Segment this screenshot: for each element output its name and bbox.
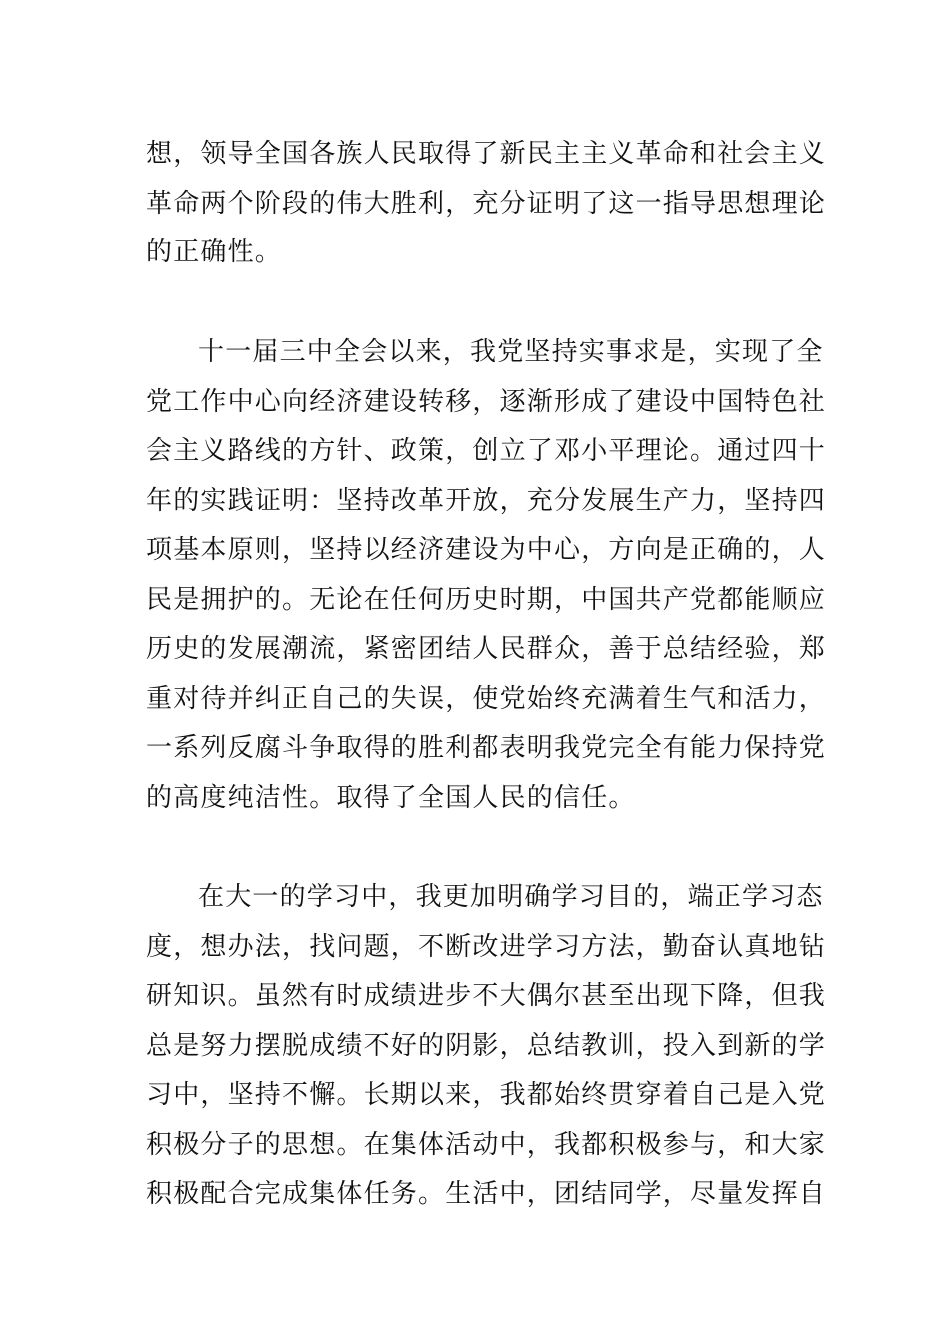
paragraph-1-line-1: 想，领导全国各族人民取得了新民主主义革命和社会主义 [146, 139, 827, 169]
paragraph-3-line-4: 总是努力摆脱成绩不好的阴影，总结教训，投入到新的学 [146, 1031, 827, 1061]
paragraph-1-line-2: 革命两个阶段的伟大胜利，充分证明了这一指导思想理论 [146, 189, 827, 219]
paragraph-1-line-3: 的正确性。 [146, 237, 283, 267]
paragraph-2-line-9: 一系列反腐斗争取得的胜利都表明我党完全有能力保持党 [146, 733, 827, 763]
paragraph-2-line-7: 历史的发展潮流，紧密团结人民群众，善于总结经验，郑 [146, 634, 827, 664]
paragraph-2-line-4: 年的实践证明：坚持改革开放，充分发展生产力，坚持四 [146, 486, 827, 516]
paragraph-3-line-6: 积极分子的思想。在集体活动中，我都积极参与，和大家 [146, 1130, 827, 1160]
paragraph-2-line-2: 党工作中心向经济建设转移，逐渐形成了建设中国特色社 [146, 387, 827, 417]
paragraph-2-line-1: 十一届三中全会以来，我党坚持实事求是，实现了全 [198, 337, 824, 367]
paragraph-2-line-5: 项基本原则，坚持以经济建设为中心，方向是正确的，人 [146, 535, 827, 565]
paragraph-2-line-3: 会主义路线的方针、政策，创立了邓小平理论。通过四十 [146, 436, 827, 466]
paragraph-2-line-6: 民是拥护的。无论在任何历史时期，中国共产党都能顺应 [146, 585, 827, 615]
paragraph-3-line-3: 研知识。虽然有时成绩进步不大偶尔甚至出现下降，但我 [146, 981, 827, 1011]
paragraph-3-line-5: 习中，坚持不懈。长期以来，我都始终贯穿着自己是入党 [146, 1080, 827, 1110]
paragraph-3-line-1: 在大一的学习中，我更加明确学习目的，端正学习态 [198, 882, 824, 912]
paragraph-2-line-10: 的高度纯洁性。取得了全国人民的信任。 [146, 783, 636, 813]
paragraph-2-line-8: 重对待并纠正自己的失误，使党始终充满着生气和活力， [146, 684, 827, 714]
paragraph-3-line-7: 积极配合完成集体任务。生活中，团结同学，尽量发挥自 [146, 1179, 827, 1209]
paragraph-3-line-2: 度，想办法，找问题，不断改进学习方法，勤奋认真地钻 [146, 932, 827, 962]
